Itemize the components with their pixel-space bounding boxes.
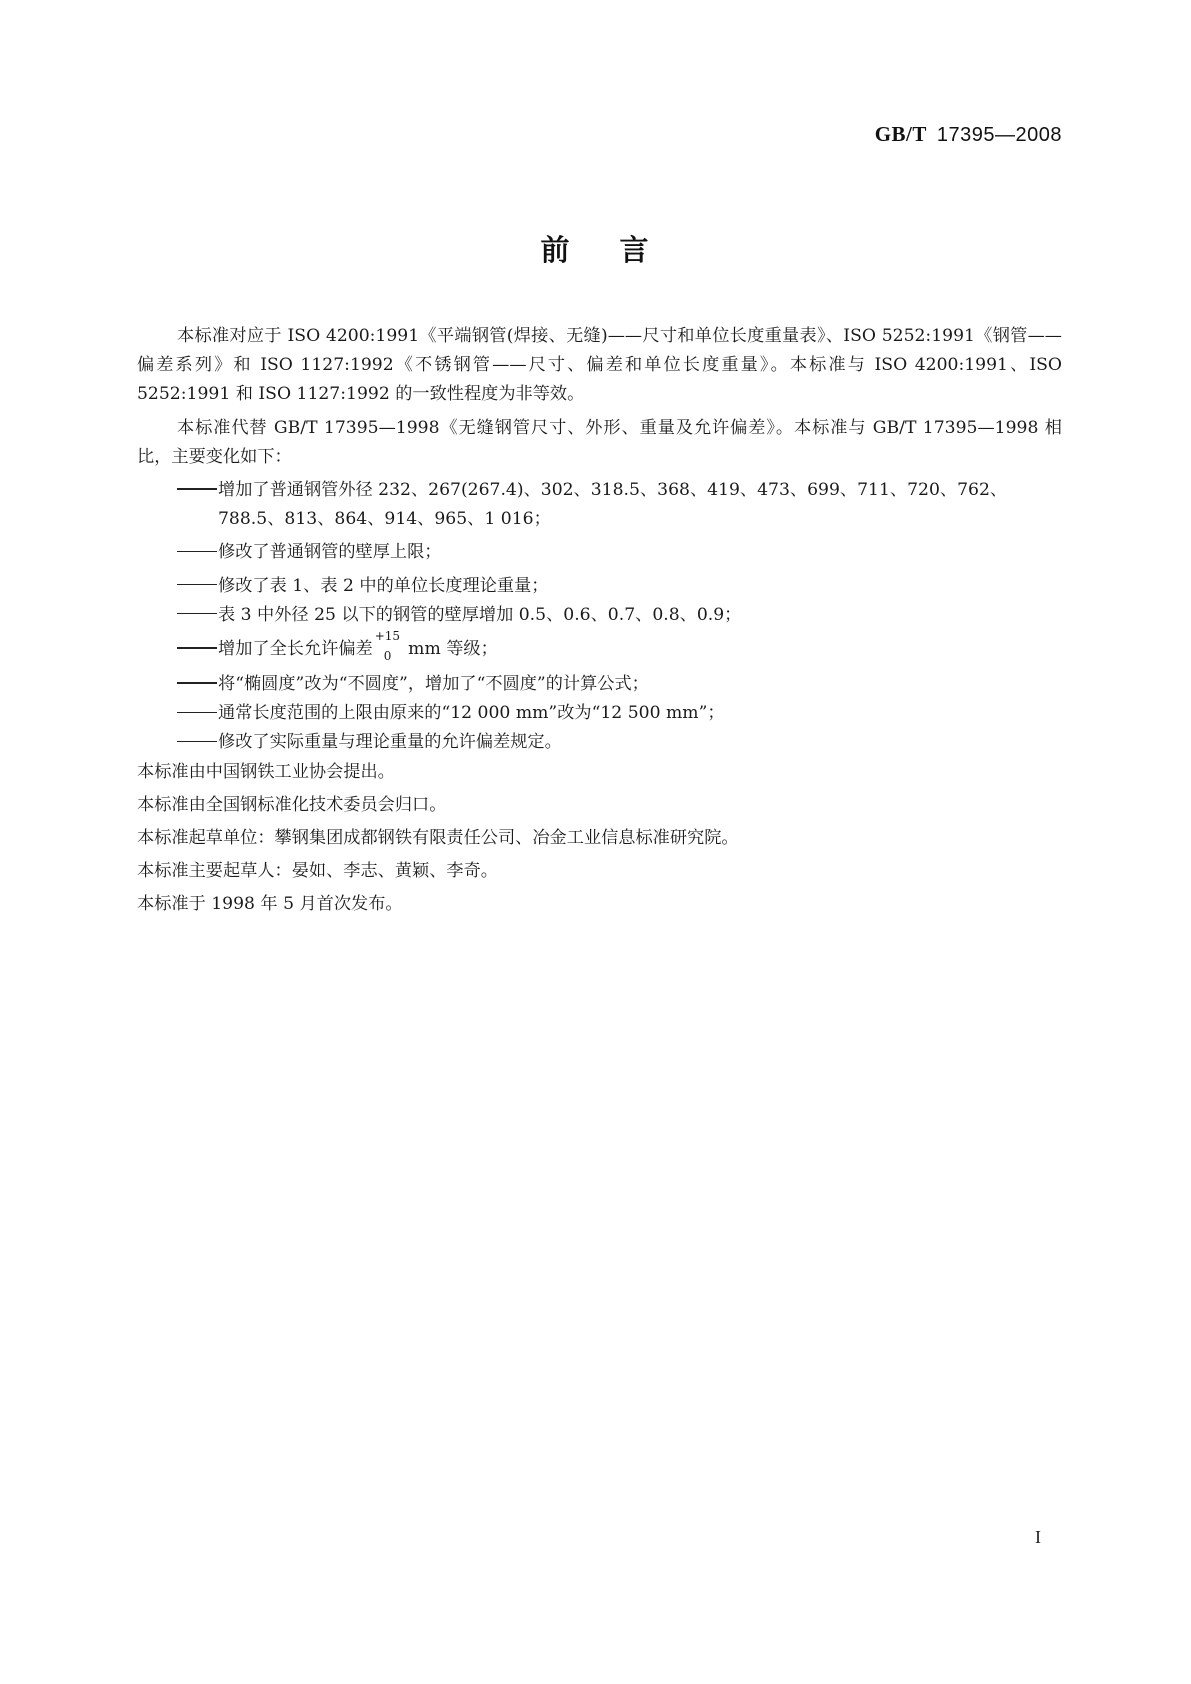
- dash-marker: [177, 572, 218, 601]
- change-text: 修改了普通钢管的壁厚上限；: [218, 542, 442, 563]
- dash-marker: [177, 601, 218, 630]
- proposer-statement: 本标准由中国钢铁工业协会提出。: [137, 761, 395, 782]
- change-item: [137, 572, 1062, 601]
- change-text: mm 等级；: [402, 639, 498, 660]
- page-title: 前言: [540, 233, 699, 267]
- change-item: [137, 670, 1062, 699]
- change-text: 通常长度范围的上限由原来的“12 000 mm”改为“12 500 mm”；: [218, 703, 725, 724]
- standard-prefix: GB/T: [874, 122, 927, 146]
- foreword-body: [137, 322, 1062, 920]
- change-text: 将“椭圆度”改为“不圆度”，增加了“不圆度”的计算公式；: [218, 674, 649, 695]
- tolerance-upper: +15: [374, 628, 401, 643]
- dash-marker: [177, 476, 218, 505]
- dash-marker: [177, 538, 218, 567]
- closing-statements: [137, 758, 1062, 920]
- change-item: [137, 476, 1062, 534]
- change-text: 增加了全长允许偏差: [218, 639, 373, 660]
- standard-code: [875, 122, 1062, 147]
- dash-marker: [177, 699, 218, 728]
- change-text: 修改了表 1、表 2 中的单位长度理论重量；: [218, 575, 549, 596]
- change-item: [137, 601, 1062, 630]
- dash-marker: [177, 728, 218, 757]
- standard-number: 17395—2008: [936, 124, 1062, 146]
- change-text: 增加了普通钢管外径 232、267(267.4)、302、318.5、368、419、473、699、711、720、762、788.5、813、864、914、965、1 016；: [218, 480, 1008, 530]
- change-text: 表 3 中外径 25 以下的钢管的壁厚增加 0.5、0.6、0.7、0.8、0.9；: [218, 604, 742, 625]
- first-release-statement: 本标准于 1998 年 5 月首次发布。: [137, 894, 403, 915]
- tolerance-lower: 0: [383, 648, 392, 663]
- page-number: I: [1035, 1527, 1041, 1547]
- change-item: [137, 630, 1062, 666]
- paragraph-replacement: 本标准代替 GB/T 17395—1998《无缝钢管尺寸、外形、重量及允许偏差》。本标准与 GB/T 17395—1998 相比，主要变化如下：: [137, 417, 1062, 467]
- change-text: 修改了实际重量与理论重量的允许偏差规定。: [218, 732, 562, 753]
- drafters-statement: 本标准主要起草人：晏如、李志、黄颖、李奇。: [137, 861, 498, 882]
- change-item: [137, 728, 1062, 757]
- paragraph-correspondence: 本标准对应于 ISO 4200:1991《平端钢管(焊接、无缝)——尺寸和单位长度重量表》、ISO 5252:1991《钢管——偏差系列》和 ISO 1127:1992《不锈钢管——尺寸、偏差和单位长度重量》。本标准与 ISO 4200:1991、ISO 5252:1991 和 ISO 1127:1992 的一致性程度为非等效。: [137, 326, 1062, 405]
- committee-statement: 本标准由全国钢标准化技术委员会归口。: [137, 794, 447, 815]
- tolerance-stack: [374, 628, 401, 663]
- dash-marker: [177, 632, 218, 666]
- dash-marker: [177, 670, 218, 699]
- changes-list: [137, 476, 1062, 758]
- change-item: [137, 538, 1062, 567]
- change-item: [137, 699, 1062, 728]
- drafting-units-statement: 本标准起草单位：攀钢集团成都钢铁有限责任公司、冶金工业信息标准研究院。: [137, 828, 739, 849]
